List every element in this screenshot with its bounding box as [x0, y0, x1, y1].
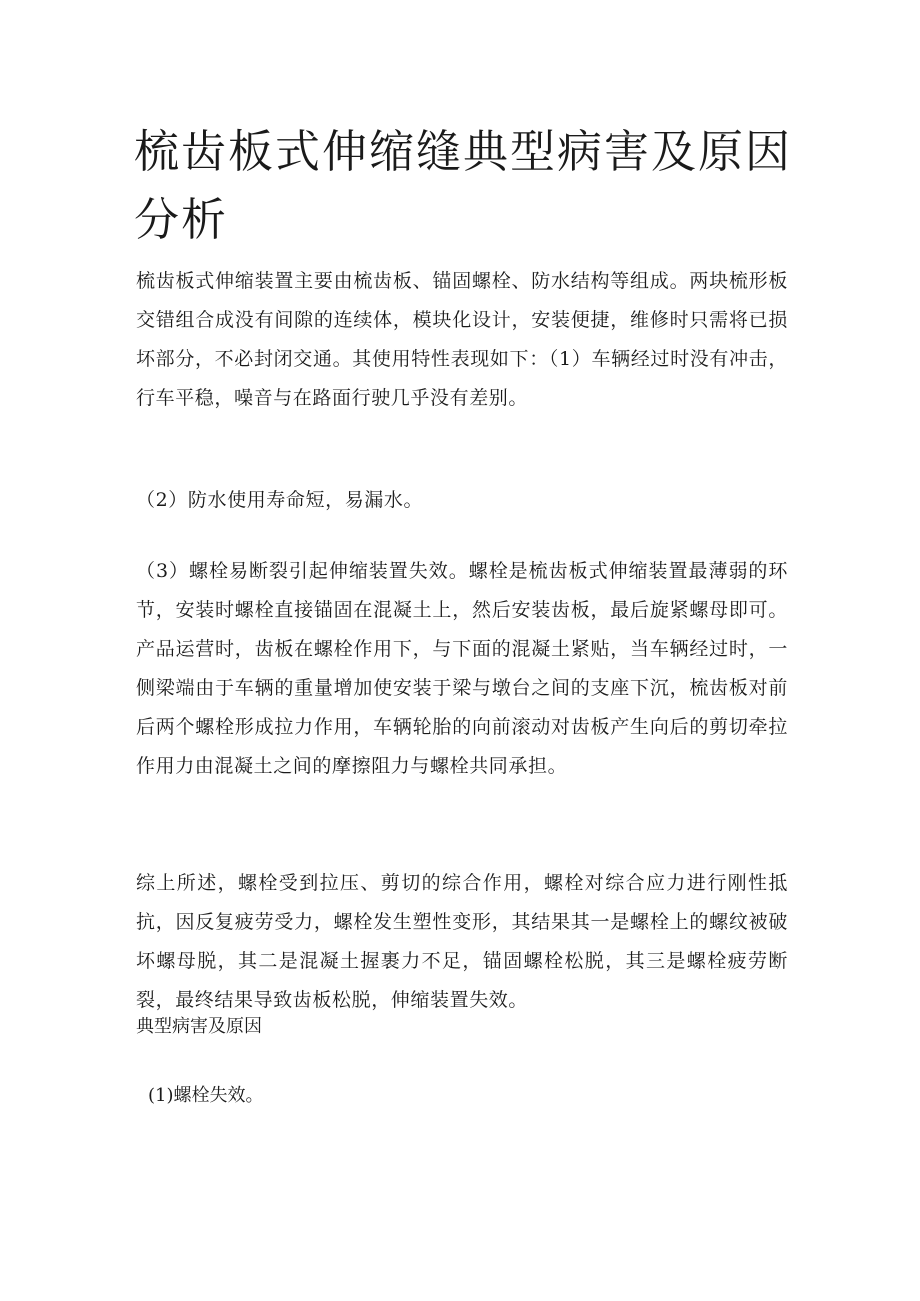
list-item: (1)螺栓失效。 — [148, 1085, 264, 1106]
paragraph-waterproof: （2）防水使用寿命短，易漏水。 — [136, 489, 424, 511]
document-title: 梳齿板式伸缩缝典型病害及原因分析 — [134, 125, 793, 246]
paragraph-summary: 综上所述，螺栓受到拉压、剪切的综合作用，螺栓对综合应力进行刚性抵抗，因反复疲劳受力，螺栓发生塑性变形，其结果其一是螺栓上的螺纹被破坏螺母脱，其二是混凝土握裹力不足，锚固螺栓松脱，其三是螺栓疲劳断裂，最终结果导致齿板松脱，伸缩装置失效。 — [136, 872, 788, 1011]
paragraph-bolt-fracture: （3）螺栓易断裂引起伸缩装置失效。螺栓是梳齿板式伸缩装置最薄弱的环节，安装时螺栓直接锚固在混凝土上，然后安装齿板，最后旋紧螺母即可。产品运营时，齿板在螺栓作用下，与下面的混凝土紧贴，当车辆经过时，一侧梁端由于车辆的重量增加使安装于梁与墩台之间的支座下沉，梳齿板对前后两个螺栓形成拉力作用，车辆轮胎的向前滚动对齿板产生向后的剪切牵拉作用力由混凝土之间的摩擦阻力与螺栓共同承担。 — [136, 560, 788, 777]
paragraph-composition: 梳齿板式伸缩装置主要由梳齿板、锚固螺栓、防水结构等组成。两块梳形板交错组合成没有间隙的连续体，模块化设计，安装便捷，维修时只需将已损坏部分，不必封闭交通。其使用特性表现如下：（1）车辆经过时没有冲击，行车平稳，噪音与在路面行驶几乎没有差别。 — [136, 270, 788, 409]
section-heading: 典型病害及原因 — [136, 1016, 262, 1037]
